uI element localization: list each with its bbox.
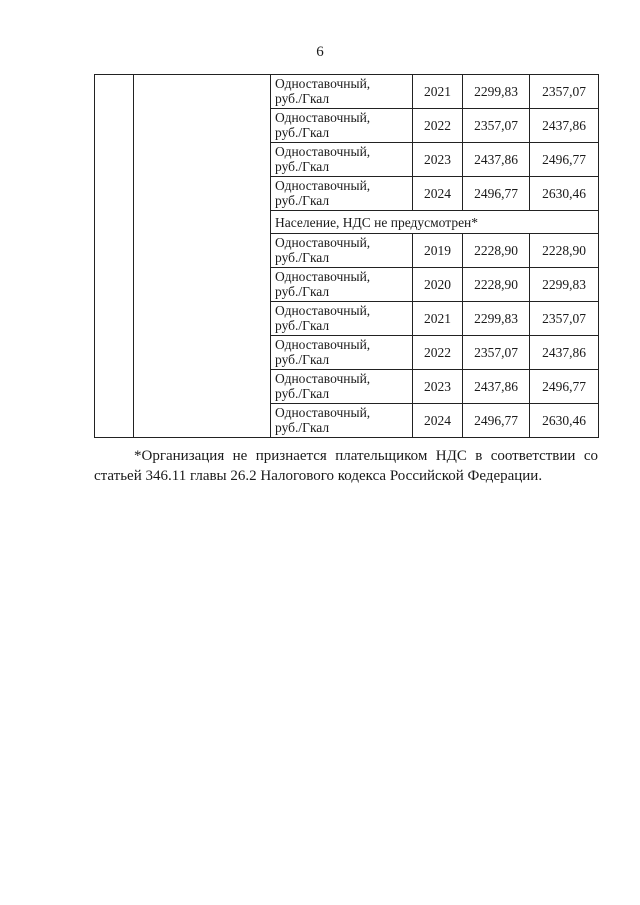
year-cell: 2024 [413,404,463,438]
tariff-type-line: Одноставочный, [275,235,371,250]
first-half-value-cell: 2357,07 [463,109,530,143]
second-half-value-cell: 2357,07 [530,302,599,336]
first-half-value-cell: 2357,07 [463,336,530,370]
second-half-value-cell: 2496,77 [530,143,599,177]
tariff-type-line: Одноставочный, [275,110,371,125]
year-cell: 2023 [413,370,463,404]
first-half-value-cell: 2299,83 [463,302,530,336]
tariff-type-cell [271,143,413,177]
table-row [95,75,599,109]
first-half-value-cell: 2437,86 [463,370,530,404]
first-half-value-cell: 2228,90 [463,268,530,302]
first-half-value-cell: 2437,86 [463,143,530,177]
tariff-type-line: Одноставочный, [275,405,371,420]
year-cell: 2024 [413,177,463,211]
second-half-value-cell: 2228,90 [530,234,599,268]
tariff-type-cell [271,177,413,211]
year-cell: 2019 [413,234,463,268]
tariff-type-line: Одноставочный, [275,178,371,193]
tariff-type-cell [271,302,413,336]
tariff-unit-line: руб./Гкал [275,193,330,208]
tariff-type-line: Одноставочный, [275,269,371,284]
organization-cell [134,75,271,438]
tariff-type-line: Одноставочный, [275,371,371,386]
tariff-unit-line: руб./Гкал [275,91,330,106]
tariff-unit-line: руб./Гкал [275,125,330,140]
tariff-unit-line: руб./Гкал [275,250,330,265]
second-half-value-cell: 2437,86 [530,109,599,143]
tariff-unit-line: руб./Гкал [275,352,330,367]
tariff-unit-line: руб./Гкал [275,420,330,435]
year-cell: 2020 [413,268,463,302]
tariff-type-cell [271,268,413,302]
year-cell: 2021 [413,302,463,336]
tariff-type-line: Одноставочный, [275,303,371,318]
vat-footnote: *Организация не признается плательщиком НДС в соответствии со статьей 346.11 главы 26.2 Налогового кодекса Российской Федерации. [94,448,598,484]
tariff-type-cell [271,234,413,268]
year-cell: 2022 [413,336,463,370]
index-cell [95,75,134,438]
second-half-value-cell: 2630,46 [530,404,599,438]
year-cell: 2022 [413,109,463,143]
tariff-type-cell [271,404,413,438]
year-cell: 2023 [413,143,463,177]
first-half-value-cell: 2496,77 [463,177,530,211]
second-half-value-cell: 2299,83 [530,268,599,302]
tariff-unit-line: руб./Гкал [275,318,330,333]
tariff-type-cell [271,370,413,404]
tariff-type-cell [271,109,413,143]
tariff-type-cell [271,75,413,109]
group-header-cell: Население, НДС не предусмотрен* [271,211,599,234]
first-half-value-cell: 2299,83 [463,75,530,109]
tariff-unit-line: руб./Гкал [275,159,330,174]
second-half-value-cell: 2357,07 [530,75,599,109]
tariff-unit-line: руб./Гкал [275,284,330,299]
tariff-type-line: Одноставочный, [275,144,371,159]
second-half-value-cell: 2630,46 [530,177,599,211]
tariff-unit-line: руб./Гкал [275,386,330,401]
year-cell: 2021 [413,75,463,109]
first-half-value-cell: 2228,90 [463,234,530,268]
first-half-value-cell: 2496,77 [463,404,530,438]
page-number: 6 [316,44,324,60]
tariff-type-line: Одноставочный, [275,337,371,352]
tariff-type-cell [271,336,413,370]
second-half-value-cell: 2496,77 [530,370,599,404]
second-half-value-cell: 2437,86 [530,336,599,370]
tariff-table [94,74,599,438]
tariff-type-line: Одноставочный, [275,76,371,91]
